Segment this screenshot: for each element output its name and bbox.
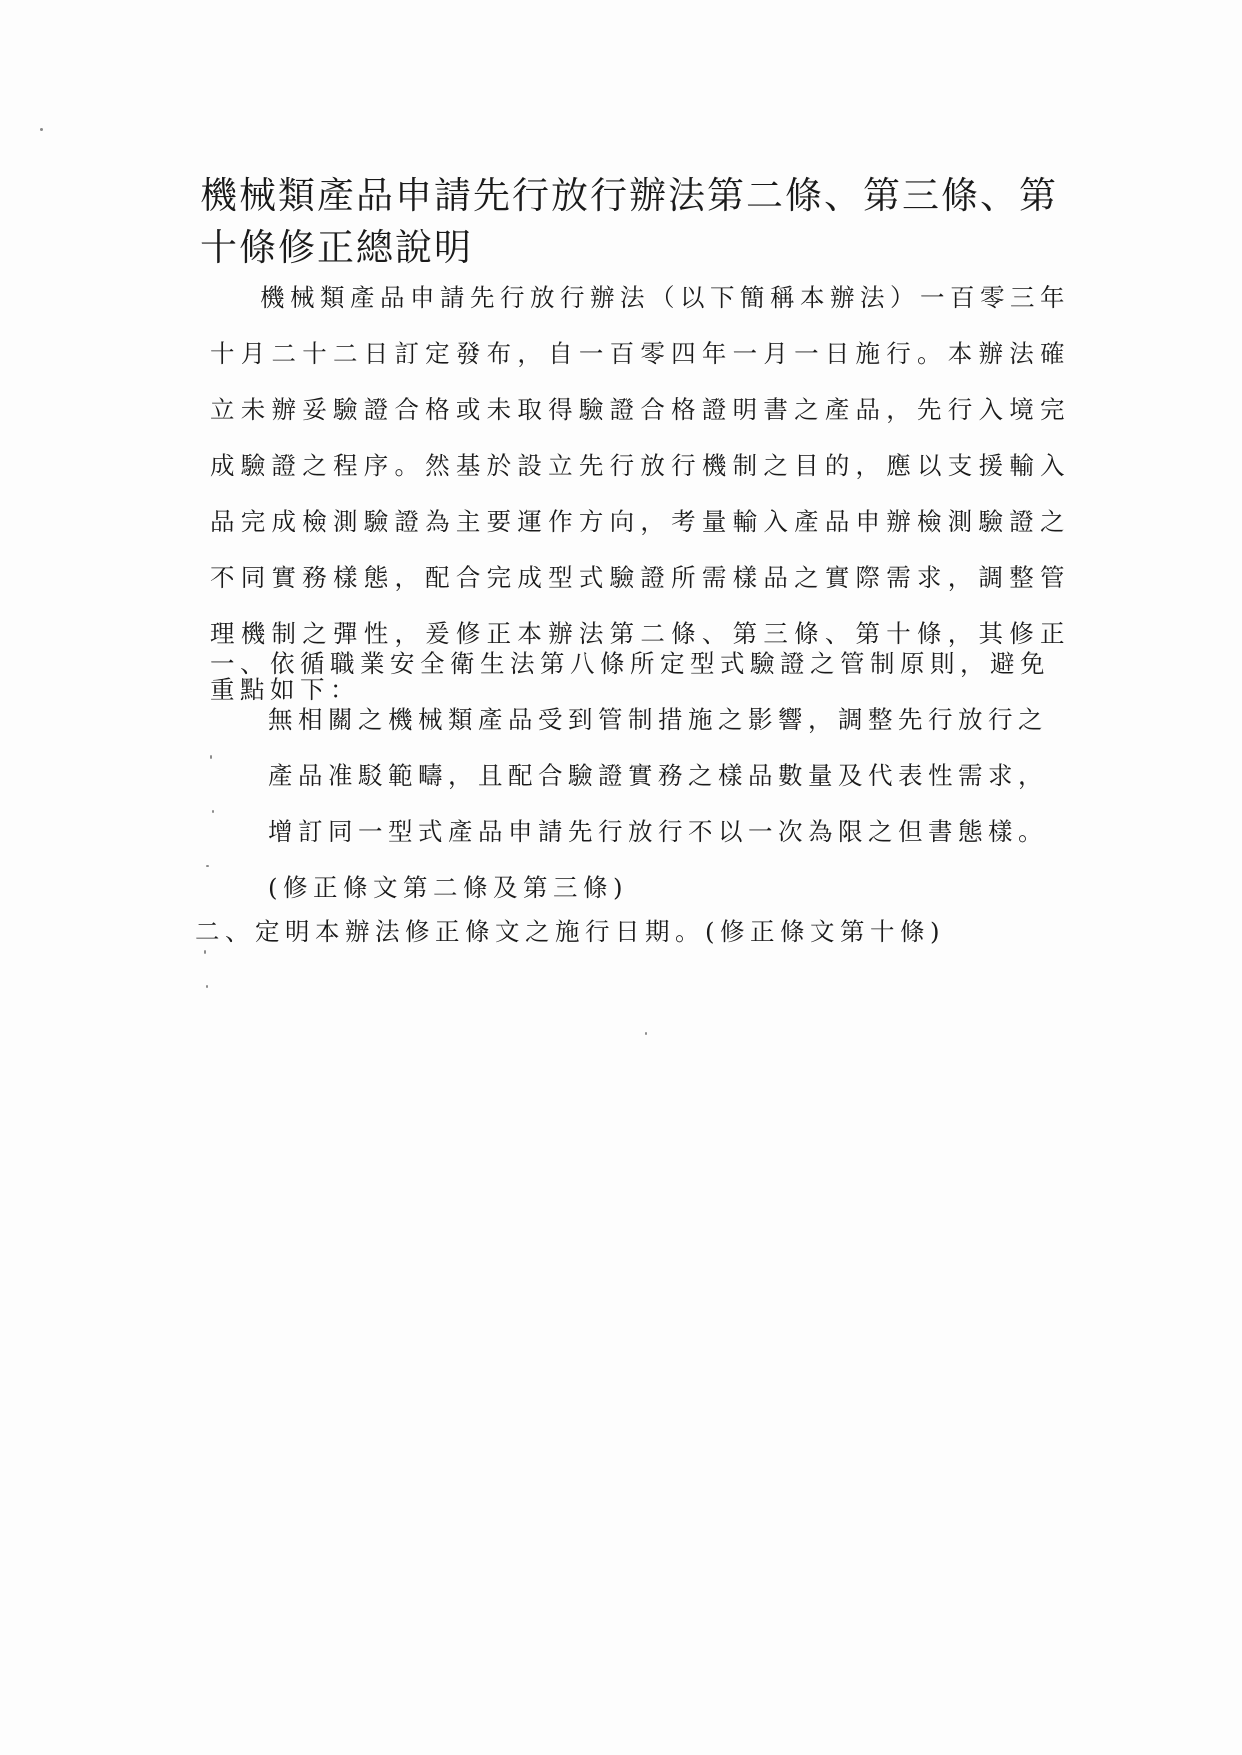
scan-speck	[206, 985, 208, 988]
scan-speck	[206, 865, 209, 867]
scan-speck	[40, 128, 43, 131]
list-item: 二、定明本辦法修正條文之施行日期。(修正條文第十條)	[195, 917, 946, 946]
intro-paragraph: 機械類產品申請先行放行辦法（以下簡稱本辦法）一百零三年十月二十二日訂定發布，自一百零四年一月一日施行。本辦法確立未辦妥驗證合格或未取得驗證合格證明書之產品，先行入境完成驗證之程序。然基於設立先行放行機制之目的，應以支援輸入品完成檢測驗證為主要運作方向，考量輸入產品申辦檢測驗證之不同實務樣態，配合完成型式驗證所需樣品之實際需求，調整管理機制之彈性，爰修正本辦法第二條、第三條、第十條，其修正重點如下：	[210, 283, 1070, 704]
list-item: 一、依循職業安全衛生法第八條所定型式驗證之管制原則，避免無相關之機械類產品受到管制措施之影響，調整先行放行之產品准駁範疇，且配合驗證實務之樣品數量及代表性需求，增訂同一型式產品申請先行放行不以一次為限之但書態樣。(修正條文第二條及第三條)	[210, 649, 1050, 902]
scan-speck	[645, 1032, 647, 1035]
document-title: 機械類產品申請先行放行辦法第二條、第三條、第十條修正總說明	[200, 174, 1058, 269]
